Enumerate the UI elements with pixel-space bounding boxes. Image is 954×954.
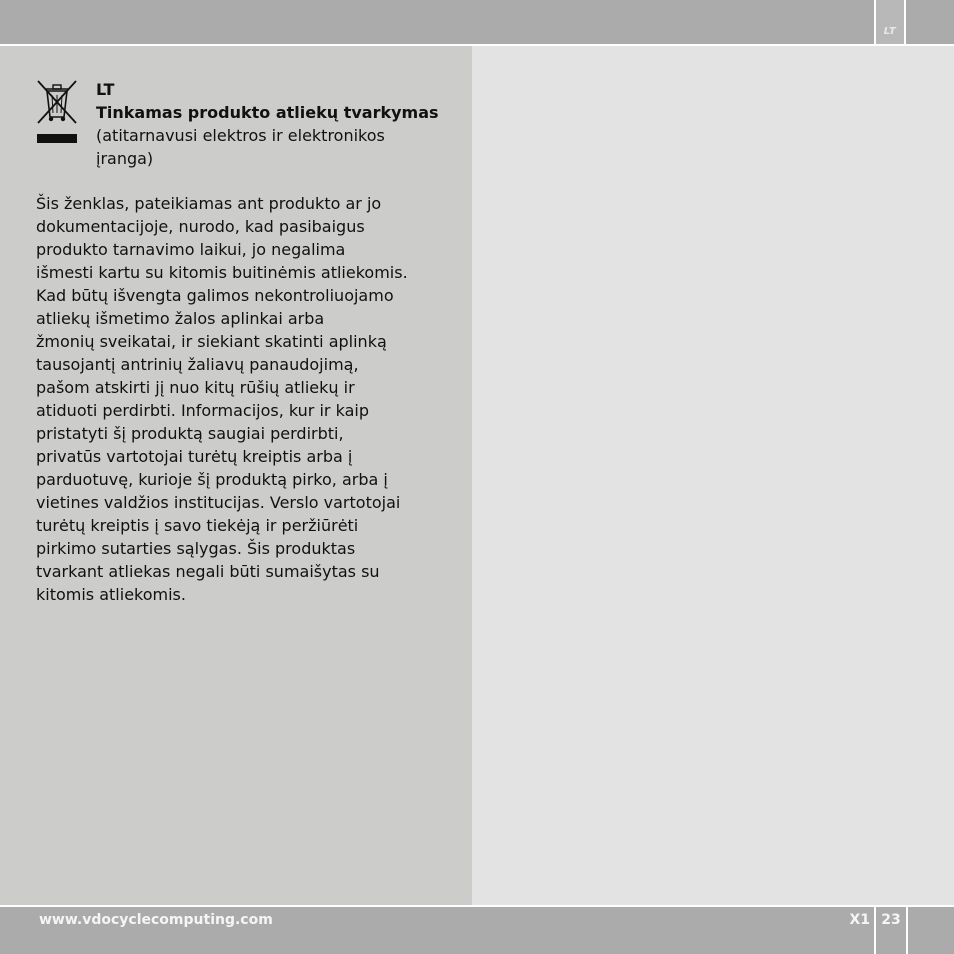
section-title: Tinkamas produkto atliekų tvarkymas bbox=[96, 103, 439, 122]
body-line: turėtų kreiptis į savo tiekėją ir peržiūrėti bbox=[36, 516, 359, 535]
body-line: parduotuvę, kurioje šį produktą pirko, arba į bbox=[36, 470, 388, 489]
footer-website-link[interactable]: www.vdocyclecomputing.com bbox=[39, 912, 273, 928]
body-line: produkto tarnavimo laikui, jo negalima bbox=[36, 240, 346, 259]
body-line: kitomis atliekomis. bbox=[36, 585, 186, 604]
body-line: atiduoti perdirbti. Informacijos, kur ir kaip bbox=[36, 401, 369, 420]
language-tab bbox=[874, 0, 906, 44]
body-line: dokumentacijoje, nurodo, kad pasibaigus bbox=[36, 217, 365, 236]
page-number-tab bbox=[874, 907, 908, 954]
body-line: tvarkant atliekas negali būti sumaišytas su bbox=[36, 562, 380, 581]
body-line: žmonių sveikatai, ir siekiant skatinti aplinką bbox=[36, 332, 387, 351]
body-line: atliekų išmetimo žalos aplinkai arba bbox=[36, 309, 325, 328]
section-subtitle-line: įranga) bbox=[96, 149, 154, 168]
page-number: 23 bbox=[881, 912, 901, 928]
body-paragraph bbox=[36, 192, 466, 606]
body-line: privatūs vartotojai turėtų kreiptis arba į bbox=[36, 447, 353, 466]
language-tab-label: LT bbox=[883, 26, 897, 37]
section-language-code: LT bbox=[96, 80, 115, 99]
header-band bbox=[0, 0, 954, 44]
body-line: Kad būtų išvengta galimos nekontroliuojamo bbox=[36, 286, 394, 305]
section-subtitle-line: (atitarnavusi elektros ir elektronikos bbox=[96, 126, 385, 145]
body-line: Šis ženklas, pateikiamas ant produkto ar jo bbox=[36, 194, 382, 213]
body-line: vietines valdžios institucijas. Verslo vartotojai bbox=[36, 493, 401, 512]
body-line: išmesti kartu su kitomis buitinėmis atliekomis. bbox=[36, 263, 408, 282]
body-line: pašom atskirti jį nuo kitų rūšių atliekų ir bbox=[36, 378, 355, 397]
footer-model-name: X1 bbox=[849, 912, 870, 928]
body-line: pirkimo sutarties sąlygas. Šis produktas bbox=[36, 539, 356, 558]
body-line: pristatyti šį produktą saugiai perdirbti, bbox=[36, 424, 344, 443]
section-heading bbox=[96, 78, 466, 170]
body-line: tausojantį antrinių žaliavų panaudojimą, bbox=[36, 355, 359, 374]
weee-crossed-out-bin-icon bbox=[36, 79, 78, 145]
empty-column bbox=[472, 46, 954, 905]
